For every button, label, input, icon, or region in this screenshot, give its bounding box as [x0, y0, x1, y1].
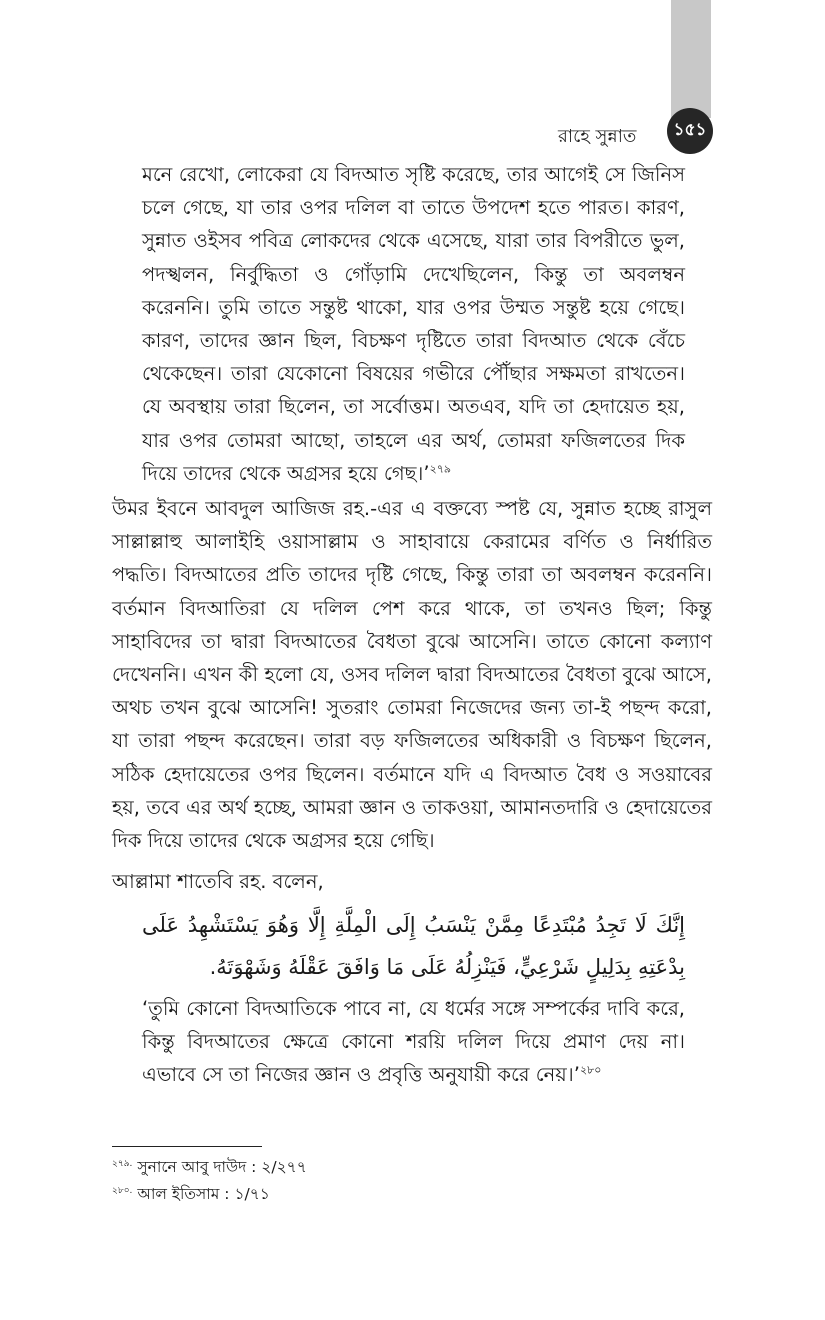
paragraph-1 [112, 492, 712, 857]
footnote-ref-280: ২৮০ [579, 1063, 602, 1077]
paragraph-2 [112, 865, 712, 898]
footnote-number: ২৮০. [112, 1185, 133, 1196]
footnote-text: সুনানে আবু দাউদ : ২/২৭৭ [137, 1158, 307, 1176]
footnote-item [112, 1154, 307, 1181]
footnote-divider [112, 1146, 262, 1147]
page-number-badge [667, 108, 713, 154]
paragraph-2-text: আল্লামা শাতেবি রহ. বলেন, [112, 870, 324, 893]
page-number: ১৫১ [673, 120, 707, 140]
block-quote [142, 158, 685, 490]
page-tab-strip [671, 0, 711, 118]
footnote-ref-279: ২৭৯ [429, 462, 452, 476]
paragraph-1-text: উমর ইবনে আবদুল আজিজ রহ.-এর এ বক্তব্যে স্পষ্ট যে, সুন্নাত হচ্ছে রাসুল সাল্লাল্লাহু আলাইহি ওয়াসাল্লাম ও সাহাবায়ে কেরামের বর্ণিত ও নির্ধারিত পদ্ধতি। বিদআতের প্রতি তাদের দৃষ্টি গেছে, কিন্তু তারা তা অবলম্বন করেননি। বর্তমান বিদআতিরা যে দলিল পেশ করে থাকে, তা তখনও ছিল; কিন্তু সাহাবিদের তা দ্বারা বিদআতের বৈধতা বুঝে আসেনি। তাতে কোনো কল্যাণ দেখেননি। এখন কী হলো যে, ওসব দলিল দ্বারা বিদআতের বৈধতা বুঝে আসে, অথচ তখন বুঝে আসেনি! সুতরাং তোমরা নিজেদের জন্য তা-ই পছন্দ করো, যা তারা পছন্দ করেছেন। তারা বড় ফজিলতের অধিকারী ও বিচক্ষণ ছিলেন, সঠিক হেদায়েতের ওপর ছিলেন। বর্তমানে যদি এ বিদআত বৈধ ও সওয়াবের হয়, তবে এর অর্থ হচ্ছে, আমরা জ্ঞান ও তাকওয়া, আমানতদারি ও হেদায়েতের দিক দিয়ে তাদের থেকে অগ্রসর হয়ে গেছি। [112, 497, 712, 853]
translation-text: ‘তুমি কোনো বিদআতিকে পাবে না, যে ধর্মের সঙ্গে সম্পর্কের দাবি করে, কিন্তু বিদআতের ক্ষেত্রে কোনো শরয়ি দলিল দিয়ে প্রমাণ দেয় না। এভাবে সে তা নিজের জ্ঞান ও প্রবৃত্তি অনুযায়ী করে নেয়।’ [142, 997, 685, 1087]
footnotes [112, 1154, 307, 1208]
running-title: রাহে সুন্নাত [558, 126, 637, 147]
footnote-item [112, 1181, 307, 1208]
footnote-number: ২৭৯. [112, 1158, 133, 1169]
translation-quote [142, 992, 685, 1092]
footnote-text: আল ইতিসাম : ১/৭১ [137, 1185, 270, 1203]
quote-text: মনে রেখো, লোকেরা যে বিদআত সৃষ্টি করেছে, তার আগেই সে জিনিস চলে গেছে, যা তার ওপর দলিল বা তাতে উপদেশ হতে পারত। কারণ, সুন্নাত ওইসব পবিত্র লোকদের থেকে এসেছে, যারা তার বিপরীতে ভুল, পদস্খলন, নির্বুদ্ধিতা ও গোঁড়ামি দেখেছিলেন, কিন্তু তা অবলম্বন করেননি। তুমি তাতে সন্তুষ্ট থাকো, যার ওপর উম্মত সন্তুষ্ট হয়ে গেছে। কারণ, তাদের জ্ঞান ছিল, বিচক্ষণ দৃষ্টিতে তারা বিদআত থেকে বেঁচে থেকেছেন। তারা যেকোনো বিষয়ের গভীরে পৌঁছার সক্ষমতা রাখতেন। যে অবস্থায় তারা ছিলেন, তা সর্বোত্তম। অতএব, যদি তা হেদায়েত হয়, যার ওপর তোমরা আছো, তাহলে এর অর্থ, তোমরা ফজিলতের দিক দিয়ে তাদের থেকে অগ্রসর হয়ে গেছ।’ [142, 163, 685, 485]
arabic-quote: إِنَّكَ لَا تَجِدُ مُبْتَدِعًا مِمَّنْ يَنْسَبُ إِلَى الْمِلَّةِ إِلَّا وَهُوَ يَسْتَشْهِدُ عَلَى بِدْعَتِهِ بِدَلِيلٍ شَرْعِيٍّ، فَيَنْزِلُهُ عَلَى مَا وَافَقَ عَقْلَهُ وَشَهْوَتَهُ. [142, 913, 685, 979]
